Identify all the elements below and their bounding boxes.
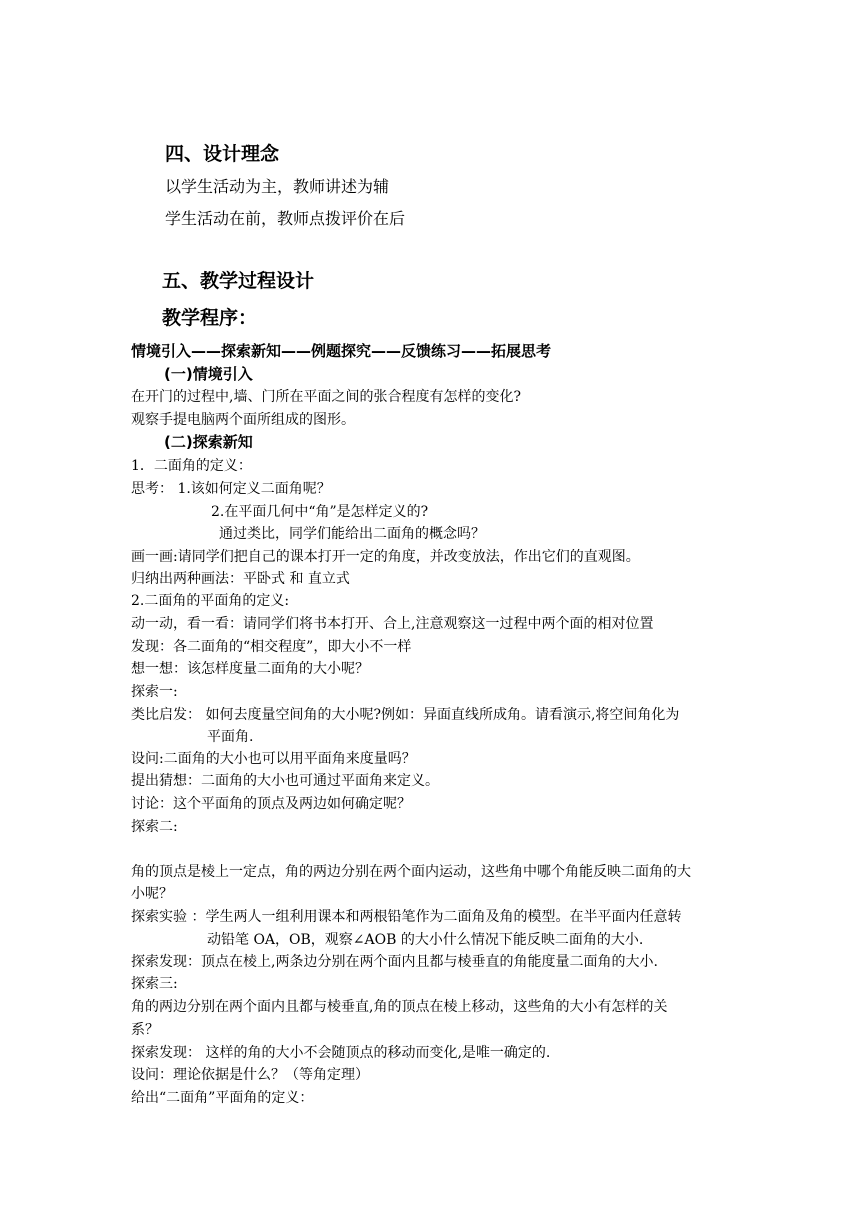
body-line: 小呢？ xyxy=(131,886,173,902)
body-line: 2.二面角的平面角的定义: xyxy=(131,593,290,609)
body-line: 给出“二面角”平面角的定义： xyxy=(131,1090,314,1106)
body-line: 设问：理论依据是什么？（等角定理） xyxy=(131,1067,369,1083)
body-line: 类比启发： 如何去度量空间角的大小呢?例如：异面直线所成角。请看演示,将空间角化为 xyxy=(131,707,680,723)
body-line: 角的两边分别在两个面内且都与棱垂直,角的顶点在棱上移动，这些角的大小有怎样的关 xyxy=(131,999,668,1015)
section-explore-heading: (二)探索新知 xyxy=(164,433,253,451)
design-concept-line: 学生活动在前，教师点拨评价在后 xyxy=(165,209,406,228)
body-line: 系？ xyxy=(131,1022,159,1038)
body-line: 探索二: xyxy=(131,819,178,835)
design-concept-heading: 四、设计理念 xyxy=(165,143,280,165)
body-line: 2.在平面几何中“角”是怎样定义的? xyxy=(211,504,429,520)
design-concept-line: 以学生活动为主，教师讲述为辅 xyxy=(165,177,390,196)
body-line: 在开门的过程中,墙、门所在平面之间的张合程度有怎样的变化? xyxy=(131,389,521,405)
body-line: 讨论：这个平面角的顶点及两边如何确定呢？ xyxy=(131,796,411,812)
body-line: 想一想：该怎样度量二面角的大小呢？ xyxy=(131,661,369,677)
teaching-procedure-subheading: 教学程序： xyxy=(162,307,258,329)
body-line: 平面角. xyxy=(207,729,254,745)
body-line: 探索一: xyxy=(131,684,178,700)
body-line: 动铅笔 OA，OB，观察∠AOB 的大小什么情况下能反映二面角的大小. xyxy=(207,932,644,948)
body-line: 思考： 1.该如何定义二面角呢？ xyxy=(131,481,331,497)
body-line: 提出猜想：二面角的大小也可通过平面角来定义。 xyxy=(131,773,439,789)
body-line: 探索实验 ：学生两人一组利用课本和两根铅笔作为二面角及角的模型。在半平面内任意转 xyxy=(131,909,682,925)
body-line: 探索三: xyxy=(131,976,178,992)
body-line: 画一画:请同学们把自己的课本打开一定的角度，并改变放法，作出它们的直观图。 xyxy=(131,549,640,565)
body-line: 观察手提电脑两个面所组成的图形。 xyxy=(131,412,355,428)
body-line: 探索发现： 这样的角的大小不会随顶点的移动而变化,是唯一确定的. xyxy=(131,1045,551,1061)
body-line: 通过类比，同学们能给出二面角的概念吗？ xyxy=(219,526,485,542)
body-line: 探索发现：顶点在棱上,两条边分别在两个面内且都与棱垂直的角能度量二面角的大小. xyxy=(131,954,658,970)
body-line: 设问:二面角的大小也可以用平面角来度量吗？ xyxy=(131,751,416,767)
section-situation-heading: (一)情境引入 xyxy=(164,365,253,383)
body-line: 动一动，看一看：请同学们将书本打开、合上,注意观察这一过程中两个面的相对位置 xyxy=(131,616,654,632)
body-line: 1．二面角的定义： xyxy=(131,458,252,474)
teaching-flow: 情境引入——探索新知——例题探究——反馈练习——拓展思考 xyxy=(131,342,552,360)
body-line: 归纳出两种画法：平卧式 和 直立式 xyxy=(131,571,350,587)
teaching-process-heading: 五、教学过程设计 xyxy=(162,270,315,292)
body-line: 角的顶点是棱上一定点，角的两边分别在两个面内运动，这些角中哪个角能反映二面角的大 xyxy=(131,864,691,880)
body-line: 发现：各二面角的“相交程度”，即大小不一样 xyxy=(131,639,412,655)
